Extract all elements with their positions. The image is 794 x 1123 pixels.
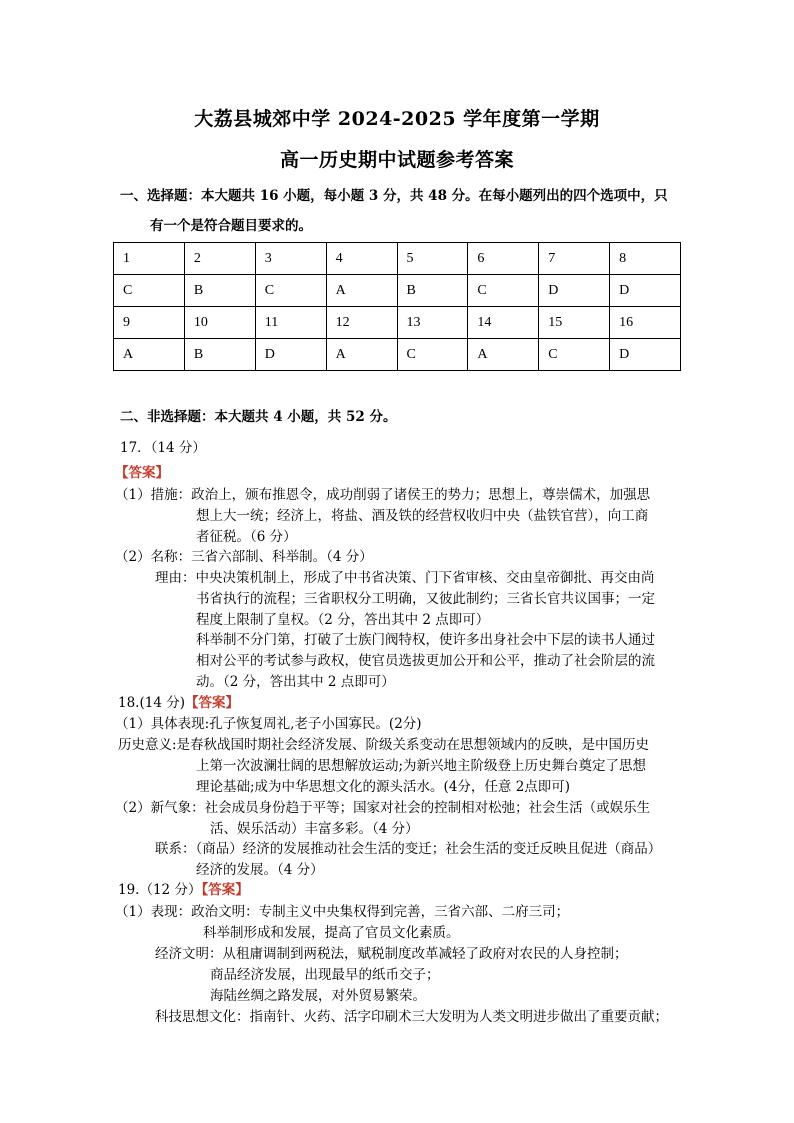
table-cell: C: [397, 339, 468, 371]
q18-answer-tag: 【答案】: [184, 695, 239, 711]
section2-heading: 二、非选择题：本大题共 4 小题，共 52 分。: [120, 409, 397, 425]
q19-line: 经济文明：从租庸调制到两税法，赋税制度改革减轻了政府对农民的人身控制；: [155, 946, 628, 962]
table-cell: 14: [468, 307, 539, 339]
table-row: [114, 307, 681, 339]
section1-heading-line2: 有一个是符合题目要求的。: [150, 218, 312, 234]
table-cell: 12: [326, 307, 397, 339]
table-cell: B: [397, 275, 468, 307]
q18-line: 历史意义:是春秋战国时期社会经济发展、阶级关系变动在思想领域内的反映，是中国历史: [118, 737, 650, 753]
table-cell: 2: [184, 243, 255, 275]
q17-line: 科举制不分门第，打破了士族门阀特权，使许多出身社会中下层的读书人通过: [196, 632, 655, 648]
table-cell: 3: [255, 243, 326, 275]
table-cell: D: [539, 275, 610, 307]
table-cell: D: [610, 275, 681, 307]
q19-line: 商品经济发展，出现最早的纸币交子；: [210, 967, 440, 983]
table-cell: 11: [255, 307, 326, 339]
q19-line: （1）表现：政治文明：专制主义中央集权得到完善，三省六部、二府三司；: [115, 904, 570, 920]
title-line-1: 大荔县城郊中学 2024-2025 学年度第一学期: [194, 108, 600, 130]
q18-line: 理论基础;成为中华思想文化的源头活水。(4分，任意 2点即可): [196, 779, 571, 795]
q19-line: 科技思想文化：指南针、火药、活字印刷术三大发明为人类文明进步做出了重要贡献；: [155, 1009, 668, 1025]
table-cell: 1: [114, 243, 185, 275]
table-cell: 15: [539, 307, 610, 339]
q17-line: 想上大一统；经济上，将盐、酒及铁的经营权收归中央（盐铁官营），向工商: [196, 508, 649, 524]
table-cell: 13: [397, 307, 468, 339]
q17-line: 相对公平的考试参与政权，使官员选拔更加公开和公平，推动了社会阶层的流: [196, 653, 655, 669]
q17-line: 程度上限制了皇权。（2 分，答出其中 2 点即可）: [196, 612, 490, 628]
q17-line: 理由：中央决策机制上，形成了中书省决策、门下省审核、交由皇帝御批、再交由尚: [155, 570, 655, 586]
table-cell: B: [184, 275, 255, 307]
q18-header: 18.(14 分): [118, 695, 185, 711]
table-cell: 4: [326, 243, 397, 275]
table-cell: 16: [610, 307, 681, 339]
q17-line: 书省执行的流程；三省职权分工明确，又彼此制约；三省长官共议国事；一定: [196, 591, 655, 607]
table-cell: A: [468, 339, 539, 371]
q18-line: 活、娱乐活动）丰富多彩。（4 分）: [210, 821, 419, 837]
table-cell: A: [326, 275, 397, 307]
q18-header-line: [118, 693, 239, 713]
q19-answer-tag: 【答案】: [201, 882, 249, 898]
q17-header: 17．（14 分）: [120, 440, 206, 456]
table-row: [114, 243, 681, 275]
table-cell: 5: [397, 243, 468, 275]
table-cell: D: [255, 339, 326, 371]
q19-header: 19.（12 分）: [118, 882, 202, 898]
table-cell: D: [610, 339, 681, 371]
q17-answer-tag: 【答案】: [115, 465, 169, 481]
q18-line: 经济的发展。（4 分）: [196, 862, 324, 878]
table-cell: C: [468, 275, 539, 307]
title-line-2: 高一历史期中试题参考答案: [279, 149, 514, 171]
q18-line: （1）具体表现:孔子恢复周礼,老子小国寡民。(2分): [115, 716, 422, 732]
table-cell: C: [539, 339, 610, 371]
table-cell: 6: [468, 243, 539, 275]
table-cell: 9: [114, 307, 185, 339]
q17-line: （1）措施：政治上，颁布推恩令，成功削弱了诸侯王的势力；思想上，尊崇儒术，加强思: [115, 487, 651, 503]
table-cell: A: [114, 339, 185, 371]
q18-line: 上第一次波澜壮阔的思想解放运动;为新兴地主阶级登上历史舞台奠定了思想: [196, 758, 647, 774]
q17-line: （2）名称：三省六部制、科举制。（4 分）: [115, 549, 373, 565]
q19-header-line: [118, 880, 249, 900]
table-cell: 10: [184, 307, 255, 339]
table-cell: A: [326, 339, 397, 371]
table-cell: B: [184, 339, 255, 371]
table-row: [114, 339, 681, 371]
table-cell: 8: [610, 243, 681, 275]
q17-line: 者征税。（6 分）: [196, 529, 297, 545]
table-cell: 7: [539, 243, 610, 275]
table-cell: C: [255, 275, 326, 307]
table-row: [114, 275, 681, 307]
q18-line: （2）新气象：社会成员身份趋于平等；国家对社会的控制相对松弛；社会生活（或娱乐生: [115, 800, 651, 816]
q17-line: 动。（2 分，答出其中 2 点即可）: [196, 674, 395, 690]
q18-line: 联系：（商品）经济的发展推动社会生活的变迁；社会生活的变迁反映且促进（商品）: [155, 841, 662, 857]
q19-line: 科举制形成和发展，提高了官员文化素质。: [203, 925, 460, 941]
section1-heading-line1: 一、选择题：本大题共 16 小题，每小题 3 分，共 48 分。在每小题列出的四个选项中，只: [120, 188, 668, 204]
answer-table: [113, 242, 681, 371]
table-cell: C: [114, 275, 185, 307]
q19-line: 海陆丝绸之路发展，对外贸易繁荣。: [210, 988, 426, 1004]
